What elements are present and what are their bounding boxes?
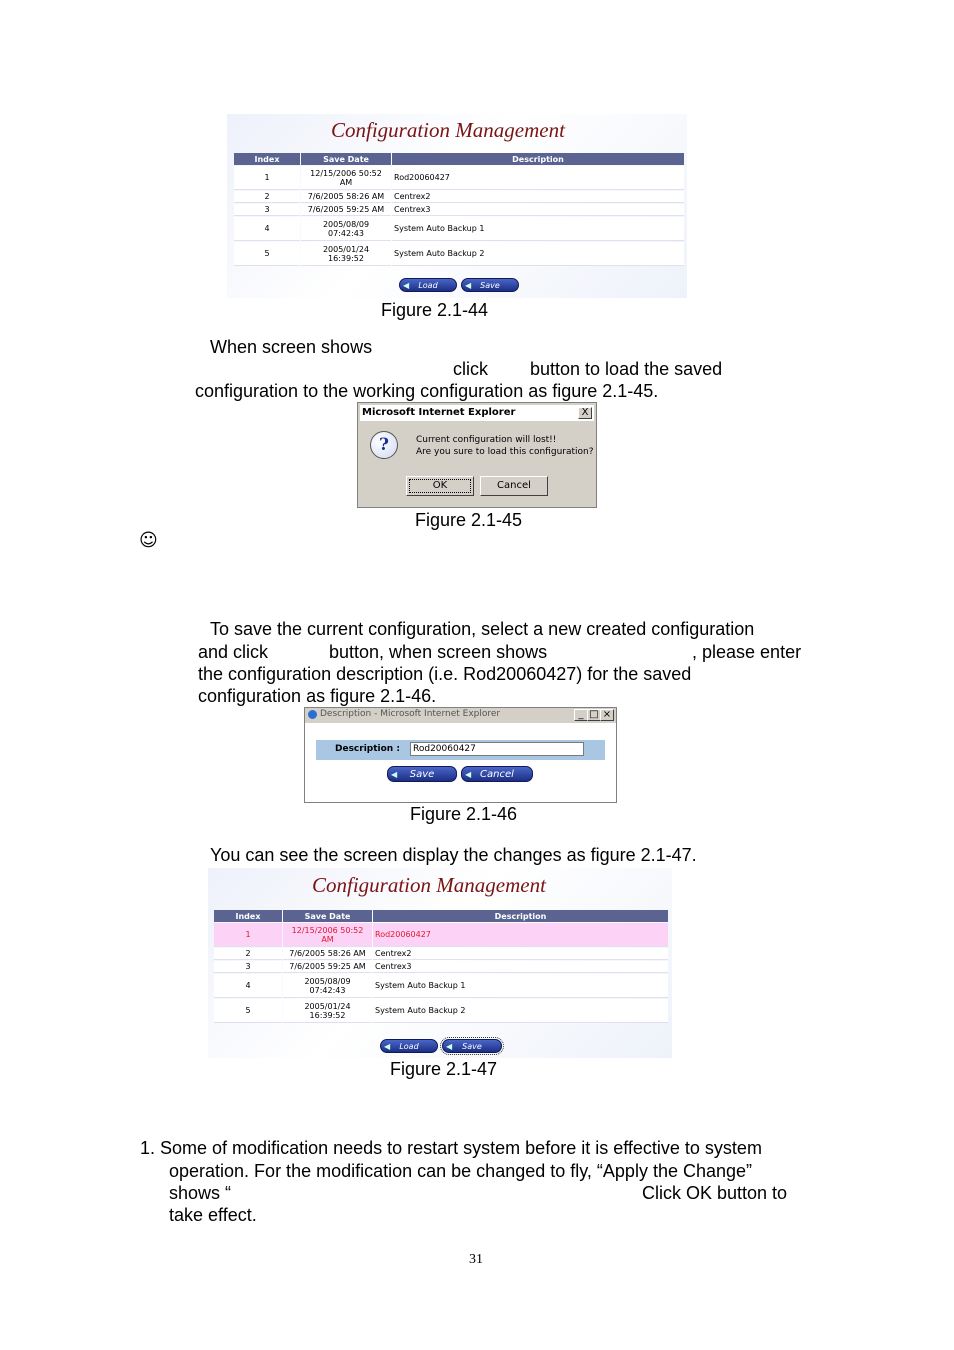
cell-index: 5 xyxy=(234,242,300,266)
cell-description: Centrex3 xyxy=(373,961,668,973)
config-management-panel-fig47 xyxy=(208,868,672,1058)
table-row[interactable] xyxy=(234,217,684,241)
arrow-icon: ◀ xyxy=(446,1042,453,1051)
cell-index: 4 xyxy=(234,217,300,241)
description-label: Description : xyxy=(335,744,400,754)
cell-description: System Auto Backup 2 xyxy=(373,999,668,1023)
cancel-button[interactable]: Cancel xyxy=(480,476,548,496)
save-button[interactable]: ◀ Save xyxy=(387,766,457,782)
figure-caption: Figure 2.1-47 xyxy=(390,1059,498,1079)
paragraph-text: configuration as figure 2.1-46. xyxy=(198,686,437,706)
load-button[interactable]: ◀ Load xyxy=(380,1039,438,1053)
note-text: shows “ xyxy=(169,1183,232,1203)
ok-button[interactable]: OK xyxy=(406,476,474,496)
paragraph-text: When screen shows xyxy=(210,337,373,357)
cell-save-date: 7/6/2005 59:25 AM xyxy=(283,961,372,973)
table-row[interactable] xyxy=(214,974,668,998)
cell-save-date: 7/6/2005 58:26 AM xyxy=(283,948,372,960)
col-header-save-date[interactable]: Save Date xyxy=(283,910,372,922)
cell-index: 3 xyxy=(234,204,300,216)
cell-save-date: 7/6/2005 58:26 AM xyxy=(301,191,391,203)
config-table xyxy=(233,152,685,267)
table-row[interactable] xyxy=(234,204,684,216)
cell-description: Rod20060427 xyxy=(392,166,684,190)
config-management-panel-fig44 xyxy=(227,114,687,298)
dialog-message: Current configuration will lost!! xyxy=(416,435,557,445)
page-number: 31 xyxy=(469,1252,483,1267)
cell-save-date: 12/15/2006 50:52 AM xyxy=(301,166,391,190)
panel-title: Configuration Management xyxy=(331,118,565,142)
col-header-description[interactable]: Description xyxy=(373,910,668,922)
cell-description: Centrex2 xyxy=(373,948,668,960)
dialog-message: Are you sure to load this configuration? xyxy=(416,447,594,457)
col-header-index[interactable]: Index xyxy=(234,153,300,165)
note-text: Click OK button to xyxy=(642,1183,788,1203)
cell-save-date: 7/6/2005 59:25 AM xyxy=(301,204,391,216)
question-icon: ? xyxy=(370,431,398,459)
arrow-icon: ◀ xyxy=(391,770,398,779)
minimize-icon[interactable]: _ xyxy=(574,709,588,721)
cell-save-date: 2005/01/24 16:39:52 xyxy=(283,999,372,1023)
arrow-icon: ◀ xyxy=(465,281,472,290)
cell-description: System Auto Backup 2 xyxy=(392,242,684,266)
arrow-icon: ◀ xyxy=(384,1042,391,1051)
col-header-save-date[interactable]: Save Date xyxy=(301,153,391,165)
dialog-title-bar: Description - Microsoft Internet Explorer _ □ × xyxy=(305,708,616,723)
note-text: operation. For the modification can be changed to fly, “Apply the Change” xyxy=(169,1161,753,1181)
cell-description: Centrex2 xyxy=(392,191,684,203)
ie-icon xyxy=(308,710,317,719)
paragraph-text: button, when screen shows xyxy=(329,642,548,662)
cell-save-date: 2005/01/24 16:39:52 xyxy=(301,242,391,266)
description-input[interactable]: Rod20060427 xyxy=(410,742,584,756)
cell-index: 1 xyxy=(214,923,282,947)
paragraph-text: and click xyxy=(198,642,269,662)
cell-index: 5 xyxy=(214,999,282,1023)
table-row[interactable] xyxy=(234,191,684,203)
paragraph-text: click xyxy=(453,359,488,379)
cell-description: Rod20060427 xyxy=(373,923,668,947)
save-button[interactable]: ◀ Save xyxy=(461,278,519,292)
paragraph-text: You can see the screen display the changes as figure 2.1-47. xyxy=(210,845,697,865)
cell-description: Centrex3 xyxy=(392,204,684,216)
paragraph-text: button to load the saved xyxy=(530,359,723,379)
cell-index: 3 xyxy=(214,961,282,973)
save-button[interactable]: ◀ Save xyxy=(442,1039,502,1053)
figure-caption: Figure 2.1-46 xyxy=(410,804,518,824)
figure-caption: Figure 2.1-44 xyxy=(381,300,489,320)
cell-save-date: 2005/08/09 07:42:43 xyxy=(283,974,372,998)
col-header-description[interactable]: Description xyxy=(392,153,684,165)
col-header-index[interactable]: Index xyxy=(214,910,282,922)
dialog-title-bar: Microsoft Internet Explorer xyxy=(360,405,594,421)
paragraph-text: the configuration description (i.e. Rod20060427) for the saved xyxy=(198,664,692,684)
cell-description: System Auto Backup 1 xyxy=(373,974,668,998)
cell-save-date: 2005/08/09 07:42:43 xyxy=(301,217,391,241)
table-row[interactable] xyxy=(234,166,684,190)
close-icon[interactable]: × xyxy=(600,709,614,721)
note-text: 1. Some of modification needs to restart system before it is effective to system xyxy=(140,1138,762,1158)
table-row[interactable] xyxy=(214,961,668,973)
cell-save-date: 12/15/2006 50:52 AM xyxy=(283,923,372,947)
paragraph-text: , please enter xyxy=(692,642,802,662)
cell-index: 4 xyxy=(214,974,282,998)
cell-index: 1 xyxy=(234,166,300,190)
maximize-icon[interactable]: □ xyxy=(587,709,601,721)
load-button[interactable]: ◀ Load xyxy=(399,278,457,292)
arrow-icon: ◀ xyxy=(403,281,410,290)
cell-description: System Auto Backup 1 xyxy=(392,217,684,241)
config-table xyxy=(213,909,669,1024)
description-form xyxy=(316,740,605,760)
table-row[interactable] xyxy=(234,242,684,266)
smiley-icon: ☺ xyxy=(139,530,158,551)
paragraph-text: To save the current configuration, select a new created configuration xyxy=(210,619,755,639)
paragraph-text: configuration to the working configuration as figure 2.1-45. xyxy=(195,381,659,401)
figure-caption: Figure 2.1-45 xyxy=(415,510,523,530)
description-dialog xyxy=(304,707,617,803)
cell-index: 2 xyxy=(234,191,300,203)
note-text: take effect. xyxy=(169,1205,257,1225)
table-row-selected[interactable] xyxy=(214,923,668,947)
arrow-icon: ◀ xyxy=(465,770,472,779)
confirm-dialog xyxy=(357,402,597,508)
panel-title: Configuration Management xyxy=(312,873,546,897)
table-row[interactable] xyxy=(214,999,668,1023)
cancel-button[interactable]: ◀ Cancel xyxy=(461,766,533,782)
table-row[interactable] xyxy=(214,948,668,960)
cell-index: 2 xyxy=(214,948,282,960)
close-icon[interactable]: X xyxy=(578,407,592,419)
